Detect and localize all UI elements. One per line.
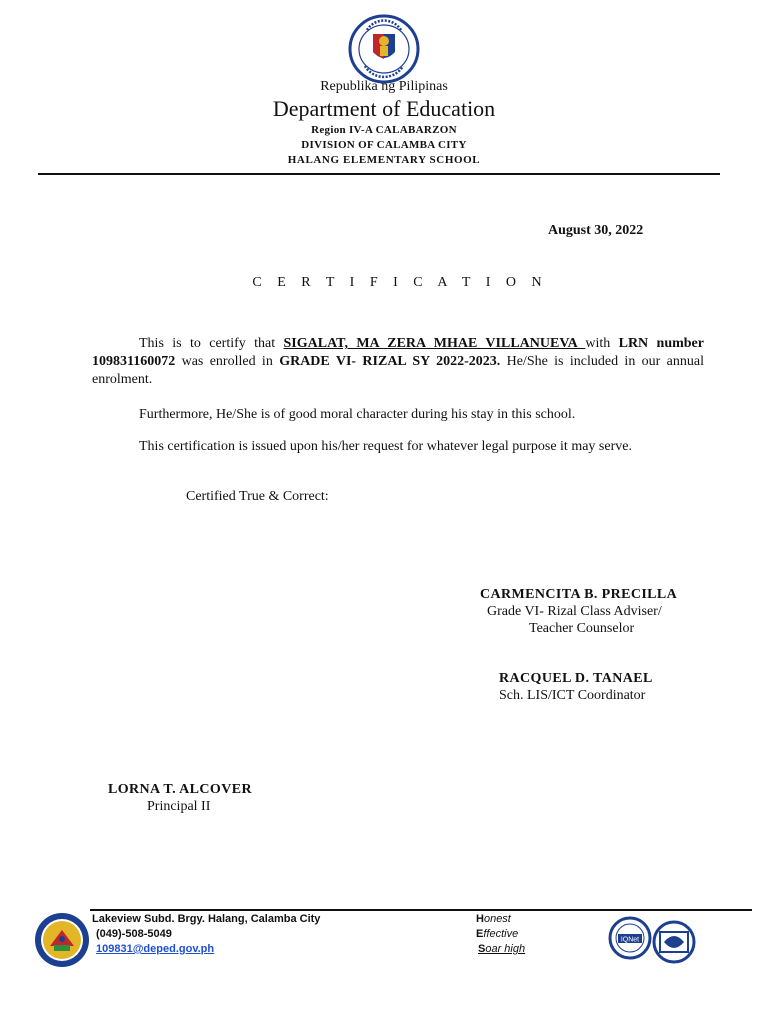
region-heading: Region IV-A CALABARZON <box>311 124 457 136</box>
coordinator-role: Sch. LIS/ICT Coordinator <box>499 688 646 703</box>
iqnet-logo-text: IQNet <box>620 936 640 944</box>
footer-phone: (049)-508-5049 <box>96 928 172 940</box>
document-date: August 30, 2022 <box>548 223 644 238</box>
lrn-number: LRN number 109831160072 <box>92 336 704 369</box>
adviser-role: Grade VI- Rizal Class Adviser/ <box>487 604 662 619</box>
motto-rest: ffective <box>483 928 519 940</box>
division-heading: DIVISION OF CALAMBA CITY <box>301 139 467 151</box>
certification-title: C E R T I F I C A T I O N <box>252 275 548 290</box>
purpose-paragraph: This certification is issued upon his/her request for whatever legal purpose it may serve. <box>139 439 632 454</box>
school-heading: HALANG ELEMENTARY SCHOOL <box>287 154 481 166</box>
motto-effective <box>476 928 518 940</box>
certification-paragraph <box>92 335 704 389</box>
student-name: SIGALAT, MA ZERA MHAE VILLANUEVA <box>283 336 586 351</box>
principal-role: Principal II <box>147 799 211 814</box>
moral-character-paragraph: Furthermore, He/She is of good moral character during his stay in this school. <box>139 407 576 422</box>
para-with: with <box>585 336 619 351</box>
coordinator-name: RACQUEL D. TANAEL <box>499 671 653 686</box>
para-enrolled: was enrolled in <box>175 354 280 369</box>
motto-soar-high <box>478 943 525 955</box>
motto-rest: oar high <box>485 943 526 955</box>
adviser-name: CARMENCITA B. PRECILLA <box>480 587 678 602</box>
motto-honest <box>476 913 511 925</box>
para-intro: This is to certify that <box>139 336 284 351</box>
header-divider <box>38 173 720 175</box>
iso-certification-logos <box>608 914 698 966</box>
grade-section: GRADE VI- RIZAL SY 2022-2023. <box>279 354 501 369</box>
school-seal-logo <box>34 912 90 968</box>
footer-address: Lakeview Subd. Brgy. Halang, Calamba City <box>92 913 321 925</box>
certified-true-correct: Certified True & Correct: <box>186 489 329 504</box>
department-heading: Department of Education <box>272 96 496 121</box>
motto-initial: S <box>478 943 486 955</box>
footer-divider <box>90 909 752 911</box>
motto-initial: E <box>476 928 484 940</box>
adviser-role-line2: Teacher Counselor <box>529 621 635 636</box>
deped-seal-logo <box>345 14 423 84</box>
republika-heading: Republika ng Pilipinas <box>320 79 448 94</box>
principal-name: LORNA T. ALCOVER <box>108 782 252 797</box>
motto-initial: H <box>476 913 484 925</box>
para-rest: He/She is included in our annual enrolment. <box>92 354 705 387</box>
footer-email-link[interactable]: 109831@deped.gov.ph <box>96 943 215 955</box>
motto-rest: onest <box>483 913 511 925</box>
